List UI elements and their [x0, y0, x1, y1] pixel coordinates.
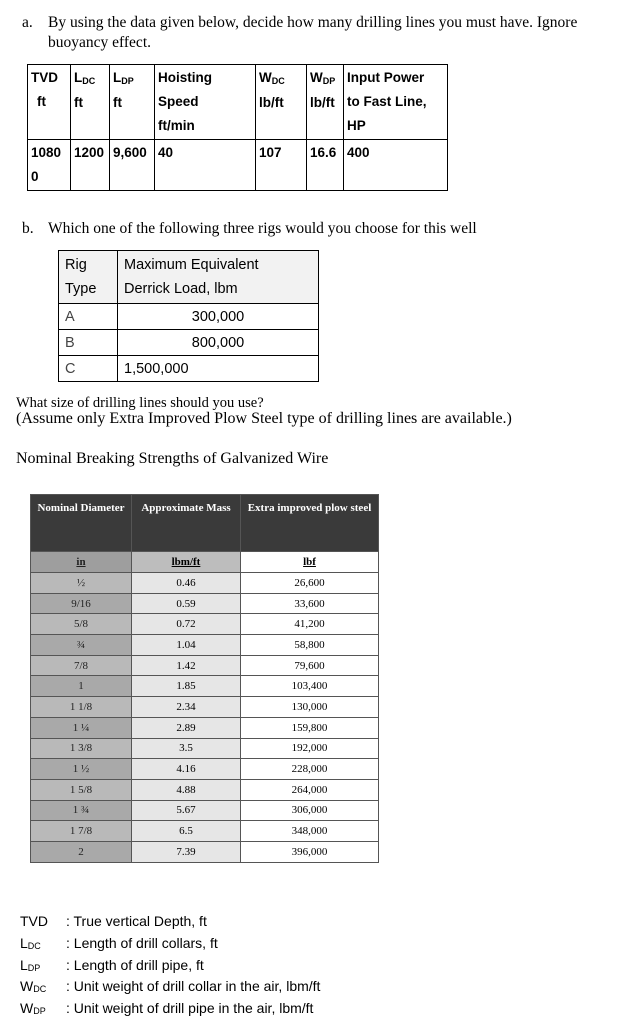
wire-table-header-row: [31, 495, 379, 552]
wire-row: [31, 655, 379, 676]
wire-diameter: 9/16: [31, 593, 132, 614]
question-b: [22, 220, 477, 238]
header-nominal-diameter: Nominal Diameter: [31, 495, 132, 552]
legend-abbr: $L_{DC}$: [20, 934, 41, 951]
wire-row: [31, 614, 379, 635]
wire-strength: 228,000: [241, 759, 379, 780]
wire-row: [31, 738, 379, 759]
wire-strength: 192,000: [241, 738, 379, 759]
header-ldp: $L_{DP}$ ft: [110, 65, 155, 140]
wire-diameter: 1 7/8: [31, 821, 132, 842]
legend-desc: : Unit weight of drill collar in the air, lbm/ft: [66, 978, 321, 995]
header-tvd: TVD ft: [28, 65, 71, 140]
header-extra-improved-plow-steel: Extra improved plow steel: [241, 495, 379, 552]
header-wdc: $W_{DC}$ lb/ft: [256, 65, 307, 140]
legend-desc: : True vertical Depth, ft: [66, 913, 207, 929]
wire-row: [31, 841, 379, 862]
rig-type: C: [59, 356, 118, 382]
question-a-text: By using the data given below, decide how many drilling lines you must have. Ignore buoyancy effect.: [48, 14, 578, 51]
legend-abbr: $W_{DC}$: [20, 978, 47, 995]
wire-row: [31, 717, 379, 738]
value-wdc: 107: [256, 140, 307, 191]
wire-strength: 130,000: [241, 697, 379, 718]
wire-diameter: 1 ½: [31, 759, 132, 780]
wire-strength: 79,600: [241, 655, 379, 676]
legend-abbr: TVD: [20, 913, 48, 929]
wire-strength: 306,000: [241, 800, 379, 821]
wire-row: [31, 593, 379, 614]
wire-strength: 159,800: [241, 717, 379, 738]
wire-diameter: 1 1/8: [31, 697, 132, 718]
question-a-label: a.: [22, 14, 33, 31]
well-data-table: [27, 64, 448, 191]
wire-diameter: 7/8: [31, 655, 132, 676]
unit-lbm-ft: lbm/ft: [132, 552, 241, 573]
wire-diameter: 1 5/8: [31, 779, 132, 800]
wire-mass: 0.72: [132, 614, 241, 635]
wire-table-body: [31, 573, 379, 863]
value-input-power: 400: [344, 140, 448, 191]
question-b-text: Which one of the following three rigs would you choose for this well: [48, 220, 477, 237]
wire-mass: 7.39: [132, 841, 241, 862]
wire-mass: 4.16: [132, 759, 241, 780]
legend-item: [20, 912, 320, 934]
rig-type: A: [59, 304, 118, 330]
wire-mass: 6.5: [132, 821, 241, 842]
unit-in: in: [31, 552, 132, 573]
legend-abbr: $L_{DP}$: [20, 956, 41, 973]
wire-table-units-row: [31, 552, 379, 573]
wire-mass: 5.67: [132, 800, 241, 821]
rig-row-c: [59, 356, 319, 382]
rig-load: 800,000: [118, 330, 319, 356]
wire-diameter: 1 ¼: [31, 717, 132, 738]
legend-desc: : Length of drill pipe, ft: [66, 956, 204, 973]
wire-strength: 103,400: [241, 676, 379, 697]
value-wdp: 16.6: [307, 140, 344, 191]
wire-diameter: 1: [31, 676, 132, 697]
wire-strength: 26,600: [241, 573, 379, 594]
question-b-label: b.: [22, 220, 34, 237]
value-ldc: 1200: [71, 140, 110, 191]
rig-table: [58, 250, 319, 382]
wire-row: [31, 779, 379, 800]
legend-item: [20, 934, 320, 956]
legend-desc: : Unit weight of drill pipe in the air, lbm/ft: [66, 1000, 314, 1017]
unit-lbf: lbf: [241, 552, 379, 573]
header-hoisting-speed: Hoisting Speed ft/min: [155, 65, 256, 140]
well-table-value-row: [28, 140, 448, 191]
legend-desc: : Length of drill collars, ft: [66, 934, 218, 951]
wire-diameter: 1 3/8: [31, 738, 132, 759]
wire-diameter: ½: [31, 573, 132, 594]
legend-abbr: $W_{DP}$: [20, 1000, 46, 1017]
rig-table-header-row: [59, 251, 319, 304]
rig-load: 300,000: [118, 304, 319, 330]
wire-diameter: 5/8: [31, 614, 132, 635]
question-a: [22, 13, 640, 53]
wire-row: [31, 676, 379, 697]
header-approximate-mass: Approximate Mass: [132, 495, 241, 552]
well-table-header-row: [28, 65, 448, 140]
wire-row: [31, 573, 379, 594]
header-input-power: Input Power to Fast Line, HP: [344, 65, 448, 140]
legend-item: [20, 999, 320, 1021]
wire-diameter: ¾: [31, 635, 132, 656]
legend-item: [20, 956, 320, 978]
rig-load: 1,500,000: [118, 356, 319, 382]
rig-type: B: [59, 330, 118, 356]
wire-mass: 2.89: [132, 717, 241, 738]
wire-row: [31, 635, 379, 656]
wire-mass: 4.88: [132, 779, 241, 800]
wire-mass: 0.59: [132, 593, 241, 614]
wire-mass: 1.42: [132, 655, 241, 676]
header-wdp: $W_{DP}$ lb/ft: [307, 65, 344, 140]
rig-load-header: Maximum Equivalent Derrick Load, lbm: [118, 251, 319, 304]
wire-row: [31, 697, 379, 718]
wire-mass: 2.34: [132, 697, 241, 718]
wire-strength: 41,200: [241, 614, 379, 635]
wire-mass: 1.04: [132, 635, 241, 656]
header-ldc: $L_{DC}$ ft: [71, 65, 110, 140]
question-line-size: What size of drilling lines should you use?: [16, 395, 264, 411]
wire-diameter: 1 ¾: [31, 800, 132, 821]
wire-strength: 264,000: [241, 779, 379, 800]
wire-mass: 3.5: [132, 738, 241, 759]
nominal-strengths-title: Nominal Breaking Strengths of Galvanized Wire: [16, 450, 329, 467]
wire-row: [31, 800, 379, 821]
assumption-note: (Assume only Extra Improved Plow Steel type of drilling lines are available.): [16, 410, 512, 427]
rig-row-b: [59, 330, 319, 356]
value-tvd: 10800: [28, 140, 71, 191]
wire-mass: 1.85: [132, 676, 241, 697]
wire-strength-table: [30, 494, 379, 863]
wire-row: [31, 759, 379, 780]
value-hoisting-speed: 40: [155, 140, 256, 191]
rig-row-a: [59, 304, 319, 330]
wire-strength: 58,800: [241, 635, 379, 656]
abbreviation-legend: [20, 912, 320, 1021]
wire-strength: 348,000: [241, 821, 379, 842]
legend-item: [20, 977, 320, 999]
wire-strength: 33,600: [241, 593, 379, 614]
wire-strength: 396,000: [241, 841, 379, 862]
wire-row: [31, 821, 379, 842]
rig-type-header: Rig Type: [59, 251, 118, 304]
wire-diameter: 2: [31, 841, 132, 862]
wire-mass: 0.46: [132, 573, 241, 594]
value-ldp: 9,600: [110, 140, 155, 191]
